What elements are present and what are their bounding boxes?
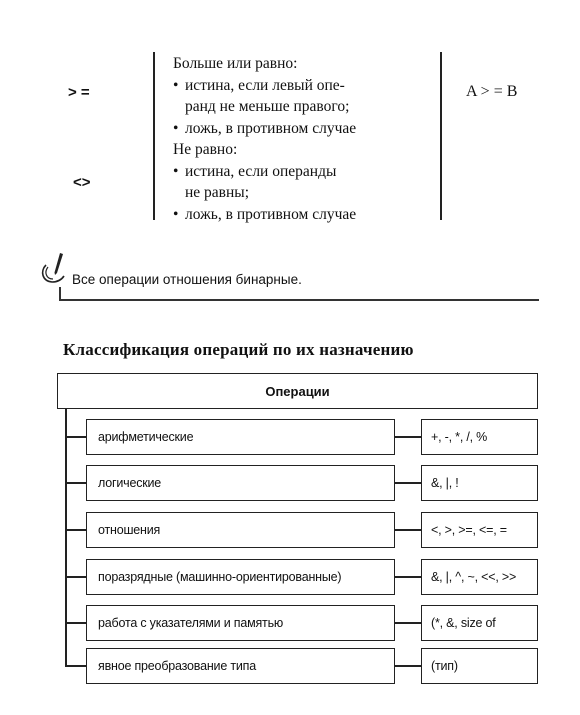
pen-note-icon bbox=[38, 251, 70, 287]
tree-branch bbox=[65, 529, 87, 531]
tree-link bbox=[395, 622, 421, 624]
tree-branch bbox=[65, 576, 87, 578]
operator-table bbox=[0, 0, 580, 225]
section-title: Классификация операций по их назначению bbox=[63, 340, 414, 359]
symbols-node: (тип) bbox=[421, 648, 538, 684]
tree-link bbox=[395, 436, 421, 438]
note-text: Все операции отношения бинарные. bbox=[72, 272, 302, 287]
tree-link bbox=[395, 576, 421, 578]
operator-example: A > = B bbox=[466, 83, 518, 100]
category-node: логические bbox=[86, 465, 395, 501]
tree-branch bbox=[65, 665, 87, 667]
category-node: работа с указателями и памятью bbox=[86, 605, 395, 641]
root-node: Операции bbox=[57, 373, 538, 409]
tree-branch bbox=[65, 622, 87, 624]
operator-bullet: • ложь, в противном случае bbox=[173, 118, 356, 140]
tree-branch bbox=[65, 436, 87, 438]
table-divider-left bbox=[153, 52, 155, 220]
operator-bullet-continuation: ранд не меньше правого; bbox=[185, 98, 350, 115]
operator-symbol-ne: <> bbox=[73, 174, 91, 191]
operator-symbol-ge: > = bbox=[68, 84, 90, 101]
tree-link bbox=[395, 529, 421, 531]
symbols-node: &, |, ^, ~, <<, >> bbox=[421, 559, 538, 595]
operator-title: Больше или равно: bbox=[173, 55, 298, 72]
operator-bullet: • ложь, в противном случае bbox=[173, 204, 356, 226]
category-node: поразрядные (машинно-ориентированные) bbox=[86, 559, 395, 595]
category-node: арифметические bbox=[86, 419, 395, 455]
operator-bullet: • истина, если левый опе- bbox=[173, 75, 356, 97]
tree-link bbox=[395, 482, 421, 484]
note-rule-horizontal bbox=[59, 299, 539, 301]
symbols-node: <, >, >=, <=, = bbox=[421, 512, 538, 548]
operator-title: Не равно: bbox=[173, 141, 238, 158]
tree-trunk bbox=[65, 409, 67, 666]
symbols-node: (*, &, size of bbox=[421, 605, 538, 641]
tree-branch bbox=[65, 482, 87, 484]
category-node: явное преобразование типа bbox=[86, 648, 395, 684]
category-node: отношения bbox=[86, 512, 395, 548]
symbols-node: +, -, *, /, % bbox=[421, 419, 538, 455]
tree-link bbox=[395, 665, 421, 667]
operator-description-ge bbox=[173, 53, 356, 139]
operator-bullet: • истина, если операнды bbox=[173, 161, 356, 183]
symbols-node: &, |, ! bbox=[421, 465, 538, 501]
operator-bullet-continuation: не равны; bbox=[185, 184, 250, 201]
operator-description-ne bbox=[173, 139, 356, 225]
table-divider-right bbox=[440, 52, 442, 220]
